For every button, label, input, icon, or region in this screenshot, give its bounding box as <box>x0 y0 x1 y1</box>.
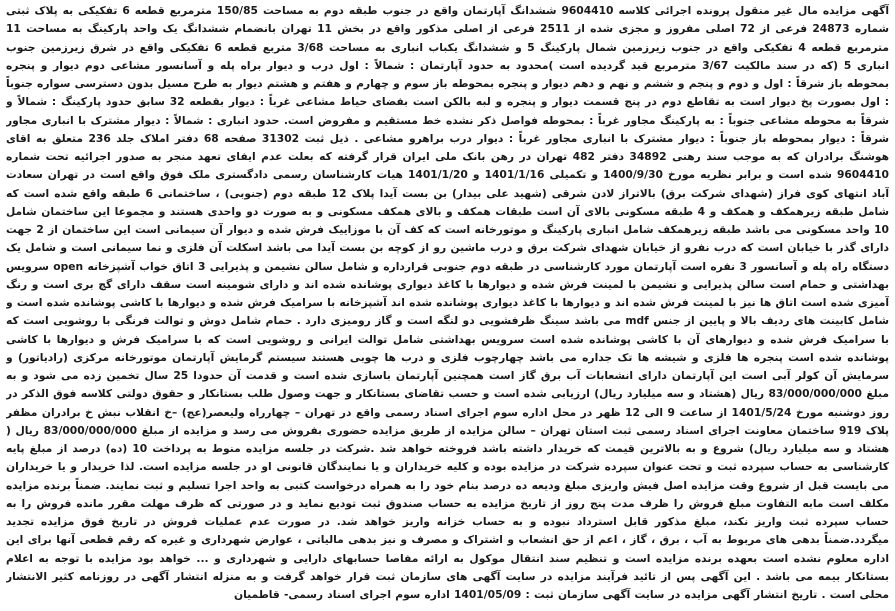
auction-notice <box>6 2 889 607</box>
notice-body-text: آگهی مزایده مال غیر منقول پرونده اجرائی کلاسه 9604410 ششدانگ آپارتمان واقع در جنوب طبقه دوم به مساحت 150/85 مترمربع قطعه 6 تفکیکی به پلاک ثبتی شماره 24873 فرعی از 72 اصلی مفروز و مجزی شده از 2511 فرعی از اصلی مذکور واقع در بخش 11 تهران بانضمام ششدانگ یک واحد پارکینگ به مساحت 11 مترمربع قطعه 4 تفکیکی واقع در جنوب زیرزمین شمال پارکینگ 5 و ششدانگ یکباب انباری به مساحت 3/68 متربع قطعه 6 تفکیکی واقع در شرق زیرزمین جنوب انباری 5 (که در سند مالکیت 3/67 مترمربع قید گردیده است )محدود به حدود آپارتمان : شمالاً : اول درب و دیوار براه پله و آسانسور مشاعی دوم دیوار و پنجره بمحوطه باز شرقاً : اول و دوم و پنجم و ششم و نهم و دهم دیوار و پنجره بمحوطه باز سوم و چهارم و هفتم و هشتم دیوار به طرح مسیل بدون دسترسی سواره جنوباً : اول بصورت پخ دیوار است به تقاطع دوم در پنج قسمت دیوار و پنجره و لبه بالکن است بفضای حیاط مشاعی غرباً : دیوار بقطعه 32 سابق حدود پارکینگ : شمالاً و شرقاً به محوطه مشاعی جنوباً : به پارکینگ مجاور غرباً : بمحوطه فواصل ذکر نشده خط مستقیم و مفروض است. حدود انباری : شمالاً : دیوار مشترک با انباری مجاور شرقاً : دیوار بمحوطه باز جنوباً : دیوار مشترک با انباری مجاور غرباً : دیوار درب براهرو مشاعی . ذیل ثبت 31302 صفحه 68 دفتر املاک جلد 236 متعلق به اقای هوشنگ برادران که به موجب سند رهنی 34892 دفتر 482 تهران در رهن بانک ملی ایران قرار گرفته که بعلت عدم ایفای تعهد منجر به صدور اجرائیه تحت شماره 9604410 شده است و برابر نظریه مورخ 1400/9/30 و تکمیلی 1401/1/16 و 1401/1/20 هیات کارشناسان رسمی دادگستری ملک فوق واقع است در تهران سعادت آباد انتهای کوی فراز (شهدای شرکت برق) بالاتراز لادن شرقی (شهید علی بیدار) بن بست آیدا پلاک 12 طبقه دوم (جنوبی) ، ساختمانی 6 طبقه واقع شده است که شامل طبقه زیرهمکف و همکف و 4 طبقه مسکونی بالای آن است طبقات همکف و بالای همکف مسکونی و به صورت دو واحدی هستند و مجموعا این ساختمان شامل 10 واحد مسکونی می باشد طبقه زیرهمکف شامل انباری پارکینگ و موتورخانه است که کف آن با موزاییک فرش شده و دیوار آن سیمانی است این ساختمان از 2 جهت دارای گذر با خیابان است که درب نفرو از خیابان شهدای شرکت برق و درب ماشین رو از کوچه بن بست آیدا می باشد اسکلت آن فلزی و نما سیمانی است و شامل یک دستگاه راه پله و آسانسور 3 نفره است آپارتمان مورد کارشناسی در طبقه دوم جنوبی قرارداره و شامل سالن نشیمن و پذیرایی 3 اتاق خواب آشپزخانه open سرویس بهداشتی و حمام است سالن پذیرایی و نشیمن با لمینت فرش شده و دیوارها با کاغذ دیواری پوشانده شده اند و دارای شومینه است سقف دارای گچ بری است و رنگ آمیزی شده است اتاق ها نیز با لمینت فرش شده اند و دیوارها با کاغذ دیواری پوشانده شده اند آشپزخانه با سرامیک فرش شده و دیوارها با کاشی پوشانده شده است و شامل کابینت های ردیف بالا و پایین از جنس mdf می باشد سینگ ظرفشویی دو لنگه است و گاز رومیزی دارد . حمام شامل دوش و توالت فرنگی با روشویی است که با سرامیک فرش شده و دیوارهای آن با کاشی پوشانده شده است سرویس بهداشتی شامل توالت ایرانی و روشویی است که با سرامیک فرش و دیوارها با کاشی پوشانده شده است پنجره ها فلزی و شیشه ها تک جداره می باشد چهارچوب فلزی و درب ها چوبی هستند سیستم گرمایش آپارتمان موتورخانه مرکزی (رادیاتور) و سرمایش آن کولر آبی است این آپارتمان دارای انشعابات آب برق گاز است همچنین آپارتمان باسازی شده است و قدمت آن حدودا 25 سال تخمین زده می شود و به مبلغ 83/000/000/000 ریال (هشتاد و سه میلیارد ریال) ارزیابی شده است و حسب تقاضای بستانکار و جهت وصول طلب بستانکار و حقوق دولتی کلاسه فوق الذکر در روز دوشنبه مورخ 1401/5/24 از ساعت 9 الی 12 ظهر در محل اداره سوم اجرای اسناد رسمی واقع در تهران – چهارراه ولیعصر(عج) –خ انقلاب نبش خ برادران مظفر پلاک 919 ساختمان معاونت اجرای اسناد رسمی ثبت استان تهران – سالن مزایده از طریق مزایده حضوری بفروش می رسد و مزایده از مبلغ 83/000/000/000 ریال ( هشتاد و سه میلیارد ریال) شروع و به بالاترین قیمت که خریدار داشته باشد فروخته خواهد شد .شرکت در جلسه مزایده منوط به پرداخت 10 (ده) درصد از مبلغ پایه کارشناسی به حساب سپرده ثبت و تحت عنوان سپرده شرکت در مزایده بوده و کلیه خریداران و یا نمایندگان قانونی او در جلسه مزایده است. لذا خریدار و یا خریداران می بایست قبل از شروع وقت مزایده اصل فیش واریزی مبلغ ودیعه ده درصد بنام خود را به همراه درخواست کتبی به واحد اجرا تسلیم و ثبت نمایند. ضمناً برنده مزایده مکلف است مابه التفاوت مبلغ فروش را ظرف مدت پنج روز از تاریخ مزایده به حساب صندوق ثبت تودیع نماید و در صورتی که ظرف مهلت مقرر مانده فروش را به حساب سپرده ثبت واریز نکند، مبلغ مذکور قابل استرداد نبوده و به حساب خزانه واریز خواهد شد. در صورت عدم عملیات فروش در تاریخ فوق مزایده تجدید میگردد.ضمناً بدهی های مربوط به آب ، برق ، گاز ، اعم از حق انشعاب و اشتراک و مصرف و نیز بدهی مالیاتی ، عوارض شهرداری و غیره که رقم قطعی آنها برای این اداره معلوم نشده است بعهده برنده مزایده است و تنظیم سند انتقال موکول به ارائه مفاصا حسابهای دارایی و شهرداری و ... خواهد بود مزایده با توجه به اعلام بستانکار بیمه می باشد . این آگهی پس از تائید فرآیند مزایده در سایت آگهی های سازمان ثبت قرار خواهد گرفت و به منزله انتشار آگهی در روزنامه کثیر الانتشار محلی است . تاریخ انتشار آگهی مزایده در سایت آگهی سازمان ثبت : 1401/05/09 اداره سوم اجرای اسناد رسمی- قاطمیان <box>6 4 889 601</box>
